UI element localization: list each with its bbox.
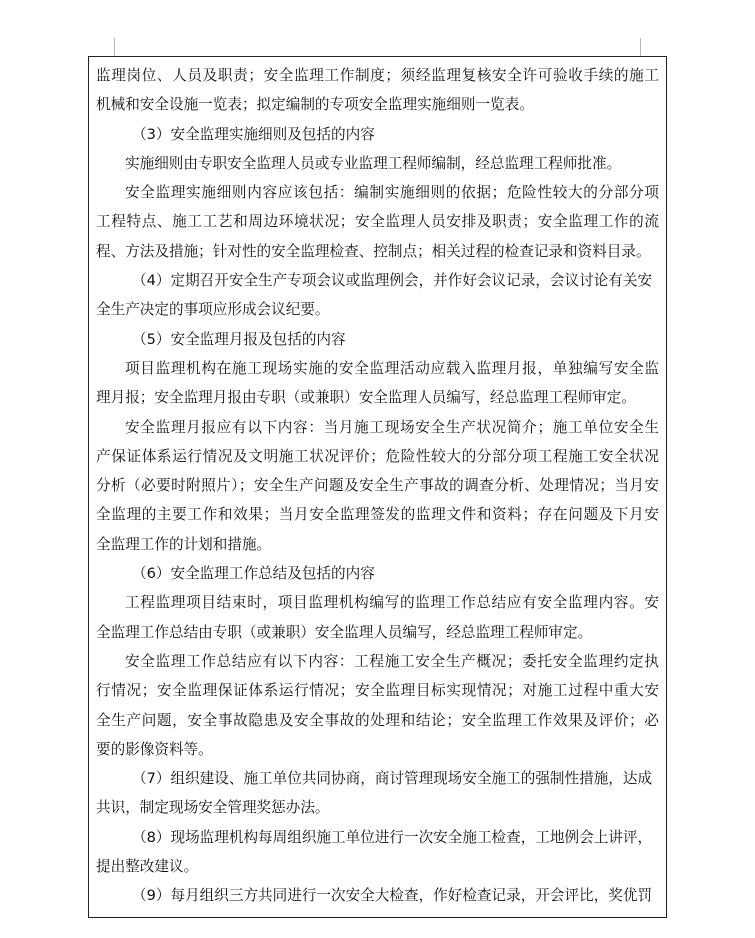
text-line: 程、方法及措施；针对性的安全监理检查、控制点；相关过程的检查记录和资料目录。 [96,242,651,260]
text-line: 安全监理月报应有以下内容：当月施工现场安全生产状况简介；施工单位安全生 [125,418,659,436]
text-line: （7）组织建设、施工单位共同协商，商讨管理现场安全施工的强制性措施，达成 [132,770,653,788]
text-line: 工程监理项目结束时，项目监理机构编写的监理工作总结应有安全监理内容。安 [125,594,659,612]
paragraph-continuation [96,61,659,120]
paragraph-body [96,149,659,178]
text-line: （3）安全监理实施细则及包括的内容 [132,125,375,143]
page-margin-mark-right [640,38,641,56]
paragraph-heading [96,120,659,149]
text-line: （9）每月组织三方共同进行一次安全大检查，作好检查记录，开会评比，奖优罚 [132,887,653,905]
paragraph-body [96,413,659,559]
paragraph-heading [96,764,659,823]
text-line: （6）安全监理工作总结及包括的内容 [132,565,375,583]
text-line: 机械和安全设施一览表；拟定编制的专项安全监理实施细则一览表。 [96,96,534,114]
text-line: 理月报；安全监理月报由专职（或兼职）安全监理人员编写，经总监理工程师审定。 [96,389,636,407]
paragraph-body [96,588,659,647]
text-line: 安全监理工作总结应有以下内容：工程施工安全生产概况；委托安全监理约定执 [125,652,659,670]
text-line: 全生产问题，安全事故隐患及安全事故的处理和结论；安全监理工作效果及评价；必 [96,711,659,729]
paragraph-heading [96,823,659,882]
text-line: 共识，制定现场安全管理奖惩办法。 [96,799,330,817]
text-line: 行情况；安全监理保证体系运行情况；安全监理目标实现情况；对施工过程中重大安 [96,682,659,700]
page-margin-mark-left [114,38,115,56]
text-line: 安全监理实施细则内容应该包括：编制实施细则的依据；危险性较大的分部分项 [125,184,659,202]
document-frame [88,56,667,918]
paragraph-heading [96,881,659,910]
text-line: 全生产决定的事项应形成会议纪要。 [96,301,330,319]
text-line: 全监理工作的计划和措施。 [96,535,272,553]
text-line: 实施细则由专职安全监理人员或专业监理工程师编制，经总监理工程师批准。 [125,154,622,172]
text-line: （8）现场监理机构每周组织施工单位进行一次安全施工检查，工地例会上讲评， [132,828,653,846]
paragraph-heading [96,266,659,325]
paragraph-body [96,354,659,413]
text-line: 全监理工作总结由专职（或兼职）安全监理人员编写，经总监理工程师审定。 [96,623,593,641]
paragraph-body [96,647,659,764]
text-line: 全监理的主要工作和效果；当月安全监理签发的监理文件和资料；存在问题及下月安 [96,506,659,524]
text-line: 工程特点、施工工艺和周边环境状况；安全监理人员安排及职责；安全监理工作的流 [96,213,659,231]
paragraph-heading [96,559,659,588]
text-line: 项目监理机构在施工现场实施的安全监理活动应载入监理月报，单独编写安全监 [125,359,659,377]
text-line: 分析（必要时附照片）；安全生产问题及安全生产事故的调查分析、处理情况；当月安 [96,477,659,495]
text-line: 产保证体系运行情况及文明施工状况评价；危险性较大的分部分项工程施工安全状况 [96,447,659,465]
text-line: 提出整改建议。 [96,858,199,876]
text-line: 监理岗位、人员及职责；安全监理工作制度；须经监理复核安全许可验收手续的施工 [96,67,659,84]
text-line: （5）安全监理月报及包括的内容 [132,330,346,348]
text-line: （4）定期召开安全生产专项会议或监理例会，并作好会议记录，会议讨论有关安 [132,272,653,290]
text-line: 要的影像资料等。 [96,740,213,758]
document-body [89,57,666,911]
paragraph-body [96,178,659,266]
paragraph-heading [96,325,659,354]
